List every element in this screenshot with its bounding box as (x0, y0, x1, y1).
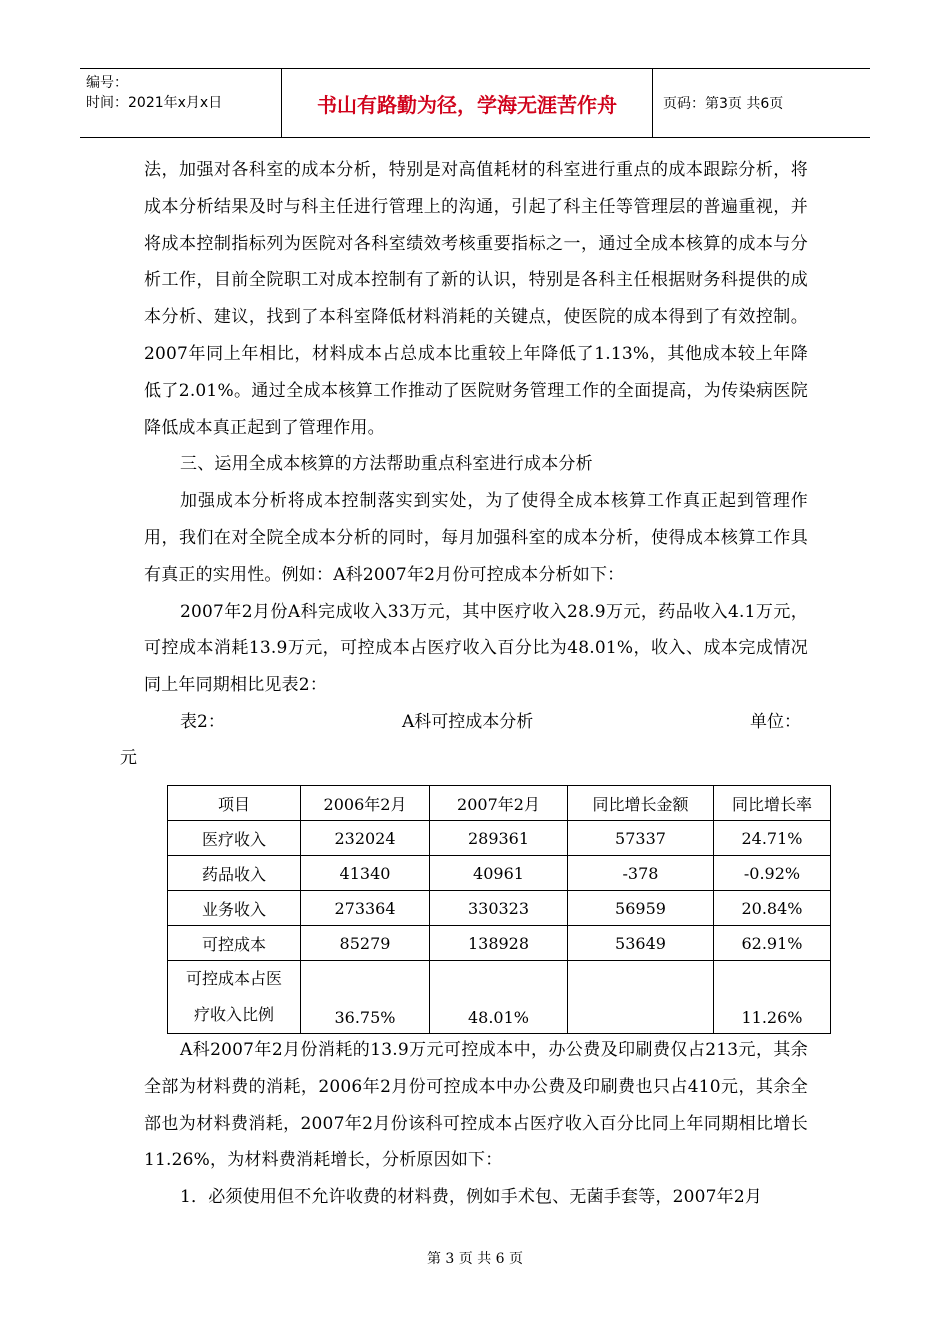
time-label: 时间：2021年x月x日 (86, 95, 223, 111)
section-heading: 三、运用全成本核算的方法帮助重点科室进行成本分析 (180, 454, 593, 475)
unit-label: 单位： (750, 711, 801, 732)
table-cell: 273364 (301, 891, 430, 926)
table-title: A科可控成本分析 (402, 711, 534, 732)
page-header (80, 68, 870, 138)
table-cell: 41340 (301, 856, 430, 891)
table-cell: 20.84% (714, 891, 831, 926)
table-cell: 53649 (568, 926, 714, 961)
table-row (168, 821, 831, 856)
table-cell (568, 961, 714, 1034)
unit-value: 元 (120, 747, 137, 768)
paragraph-5: 1．必须使用但不允许收费的材料费，例如手术包、无菌手套等，2007年2月 (180, 1187, 763, 1208)
after-table-text (144, 1032, 808, 1216)
table-cell: 62.91% (714, 926, 831, 961)
table-cell: 289361 (430, 821, 568, 856)
row-label-line: 疗收入比例 (193, 1005, 274, 1024)
paragraph-4: A科2007年2月份消耗的13.9万元可控成本中，办公费及印刷费仅占213元，其余全部为材料费的消耗，2006年2月份可控成本中办公费及印刷费也只占410元，其余全部也为材料费消耗，2007年2月份该科可控成本占医疗收入百分比同上年同期相比增长11.26%，为材料费消耗增长，分析原因如下： (144, 1040, 808, 1171)
body-text (120, 152, 808, 782)
number-label: 编号： (86, 75, 128, 91)
table-row (168, 891, 831, 926)
table-cell: 232024 (301, 821, 430, 856)
header-cell: 同比增长金额 (568, 786, 714, 821)
table-caption (144, 704, 808, 740)
table-cell: 330323 (430, 891, 568, 926)
table-cell: 138928 (430, 926, 568, 961)
table-cell: 11.26% (714, 961, 831, 1034)
table-cell: 48.01% (430, 961, 568, 1034)
table-cell: 57337 (568, 821, 714, 856)
table-row (168, 856, 831, 891)
table-cell: 24.71% (714, 821, 831, 856)
table-cell: 药品收入 (168, 856, 301, 891)
table-cell: 36.75% (301, 961, 430, 1034)
cost-analysis-table (167, 785, 831, 1034)
table-cell: 85279 (301, 926, 430, 961)
table-cell: 56959 (568, 891, 714, 926)
header-cell: 项目 (168, 786, 301, 821)
table-row (168, 961, 831, 1034)
header-cell: 2007年2月 (430, 786, 568, 821)
table-cell: 医疗收入 (168, 821, 301, 856)
table-label: 表2： (180, 711, 225, 732)
page-footer: 第 3 页 共 6 页 (426, 1251, 524, 1267)
header-motto: 书山有路勤为径，学海无涯苦作舟 (282, 69, 653, 137)
table-cell: 可控成本 (168, 926, 301, 961)
table-cell: -0.92% (714, 856, 831, 891)
paragraph-2: 加强成本分析将成本控制落实到实处，为了使得全成本核算工作真正起到管理作用，我们在对全院全成本分析的同时，每月加强科室的成本分析，使得成本核算工作具有真正的实用性。例如：A科2007年2月份可控成本分析如下： (144, 491, 808, 585)
table-cell: -378 (568, 856, 714, 891)
table-cell (168, 961, 301, 1034)
header-cell: 2006年2月 (301, 786, 430, 821)
header-meta (80, 69, 282, 137)
paragraph-1: 法，加强对各科室的成本分析，特别是对高值耗材的科室进行重点的成本跟踪分析，将成本分析结果及时与科主任进行管理上的沟通，引起了科主任等管理层的普遍重视，并将成本控制指标列为医院对各科室绩效考核重要指标之一，通过全成本核算的成本与分析工作，目前全院职工对成本控制有了新的认识，特别是各科主任根据财务科提供的成本分析、建议，找到了本科室降低材料消耗的关键点，使医院的成本得到了有效控制。2007年同上年相比，材料成本占总成本比重较上年降低了1.13%，其他成本较上年降低了2.01%。通过全成本核算工作推动了医院财务管理工作的全面提高，为传染病医院降低成本真正起到了管理作用。 (144, 160, 808, 438)
table-cell: 业务收入 (168, 891, 301, 926)
table-header-row (168, 786, 831, 821)
table-row (168, 926, 831, 961)
paragraph-3: 2007年2月份A科完成收入33万元，其中医疗收入28.9万元，药品收入4.1万元，可控成本消耗13.9万元，可控成本占医疗收入百分比为48.01%，收入、成本完成情况同上年同期相比见表2： (144, 601, 808, 696)
header-page-info: 页码：第3页 共6页 (663, 96, 784, 112)
header-cell: 同比增长率 (714, 786, 831, 821)
table-cell: 40961 (430, 856, 568, 891)
row-label-line: 可控成本占医 (185, 969, 282, 988)
